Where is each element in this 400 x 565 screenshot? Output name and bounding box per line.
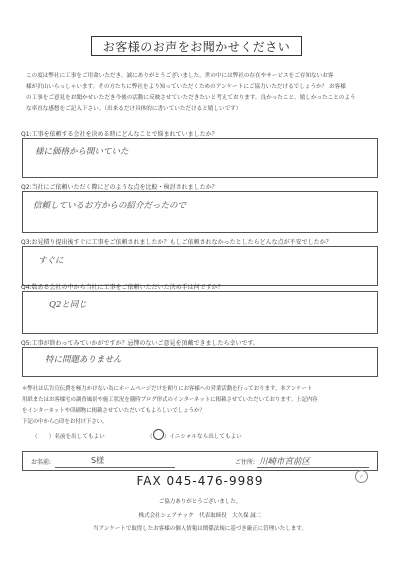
answer-1-handwriting: 様に価格から開いていた: [35, 147, 129, 157]
option-name-ok[interactable]: （ ）名前を出してもよい: [32, 434, 105, 440]
question-2-label: Q2:当社にご依頼いただく際にどのような点を比較・検討されましたか？: [21, 184, 218, 191]
answer-box-2[interactable]: [22, 191, 378, 233]
answer-box-1[interactable]: [22, 138, 378, 178]
answer-5-handwriting: 特に問題ありません: [45, 355, 122, 365]
answer-box-5[interactable]: [22, 347, 378, 377]
page-title: お客様のお声をお聞かせください: [91, 36, 302, 56]
address-underline: [257, 467, 369, 468]
answer-4-handwriting: Q2と同じ: [49, 300, 87, 310]
intro-line: な率直な感想をご記入下さい。（出来るだけ具体的に書いていただけると嬉しいです）: [26, 106, 242, 112]
option-initials-ok[interactable]: （ ）イニシャルなら出してもよい: [147, 434, 242, 440]
question-5-label: Q5:工事が終わってみていかがですか？忌憚のないご意見を頂戴できましたら幸いです。: [21, 340, 260, 347]
fax-number: FAX 045-476-9989: [136, 474, 264, 488]
question-1-label: Q1:工事を依頼する会社を決める時にどんなことで悩まれていましたか？: [21, 131, 218, 138]
answer-2-handwriting: 信頼しているお方からの紹介だったので: [33, 201, 187, 211]
intro-line: 様が沢山いらっしゃいます。その方たちに弊社をより知っていただくためのアンケートにご協力いただけるでしょうか？ お客様: [26, 84, 346, 90]
intro-text: [26, 71, 382, 115]
publication-notes: [22, 384, 382, 428]
address-label: ご住所:: [235, 459, 256, 466]
privacy-text: 当アンケートで取得したお客様の個人情報は関係法規に基づき厳正に管理いたします。: [93, 526, 307, 532]
question-3-label: Q3:お見積り提出後すぐに工事をご依頼されましたか？もしご依頼されなかったとしたらどんな点が不安でしたか？: [21, 239, 332, 246]
customer-info-row: [22, 451, 378, 471]
answer-box-3[interactable]: [22, 246, 378, 286]
answer-box-4[interactable]: [22, 291, 378, 334]
name-underline: [55, 467, 175, 468]
question-4-label: Q4:数ある会社の中から当社に工事をご依頼いただいた決め手は何ですか？: [21, 284, 224, 291]
thanks-text: ご協力ありがとうございました。: [158, 499, 242, 505]
selected-circle-mark: [153, 429, 164, 440]
company-text: 株式会社シェアテック 代表取締役 大久保 誠二: [138, 513, 262, 519]
answer-3-handwriting: すぐに: [38, 256, 64, 266]
address-value[interactable]: 川崎市宮前区: [259, 457, 311, 467]
notes-line: をインターネットや印刷物に掲載させていただいてもよろしいでしょうか？: [22, 408, 205, 414]
name-value[interactable]: S様: [91, 456, 105, 465]
name-label: お名前:: [31, 459, 52, 466]
notes-line: 用紙またはお客様宅の調査風景や施工状況を随時ブログ形式のインターネットに掲載させていただいております。上記内容: [22, 397, 318, 403]
intro-line: この度は弊社に工事をご用命いただき、誠にありがとうございました。世の中には弊社の存在やサービスをご存知ないお客: [26, 73, 334, 79]
notes-line: ＊弊社は広告宣伝費を極力かけない為にホームページだけを頼りにお客様への営業活動を行っております。本アンケート: [22, 386, 313, 392]
stamp-mark: ✓: [355, 470, 368, 483]
intro-line: の工事をご意見をお聞かせいただき今後の活動に反映させていただきたいと考えております。良かったこと、嬉しかったことのよう: [26, 95, 356, 101]
notes-line: 下記の中から○印をお付け下さい。: [22, 419, 108, 425]
